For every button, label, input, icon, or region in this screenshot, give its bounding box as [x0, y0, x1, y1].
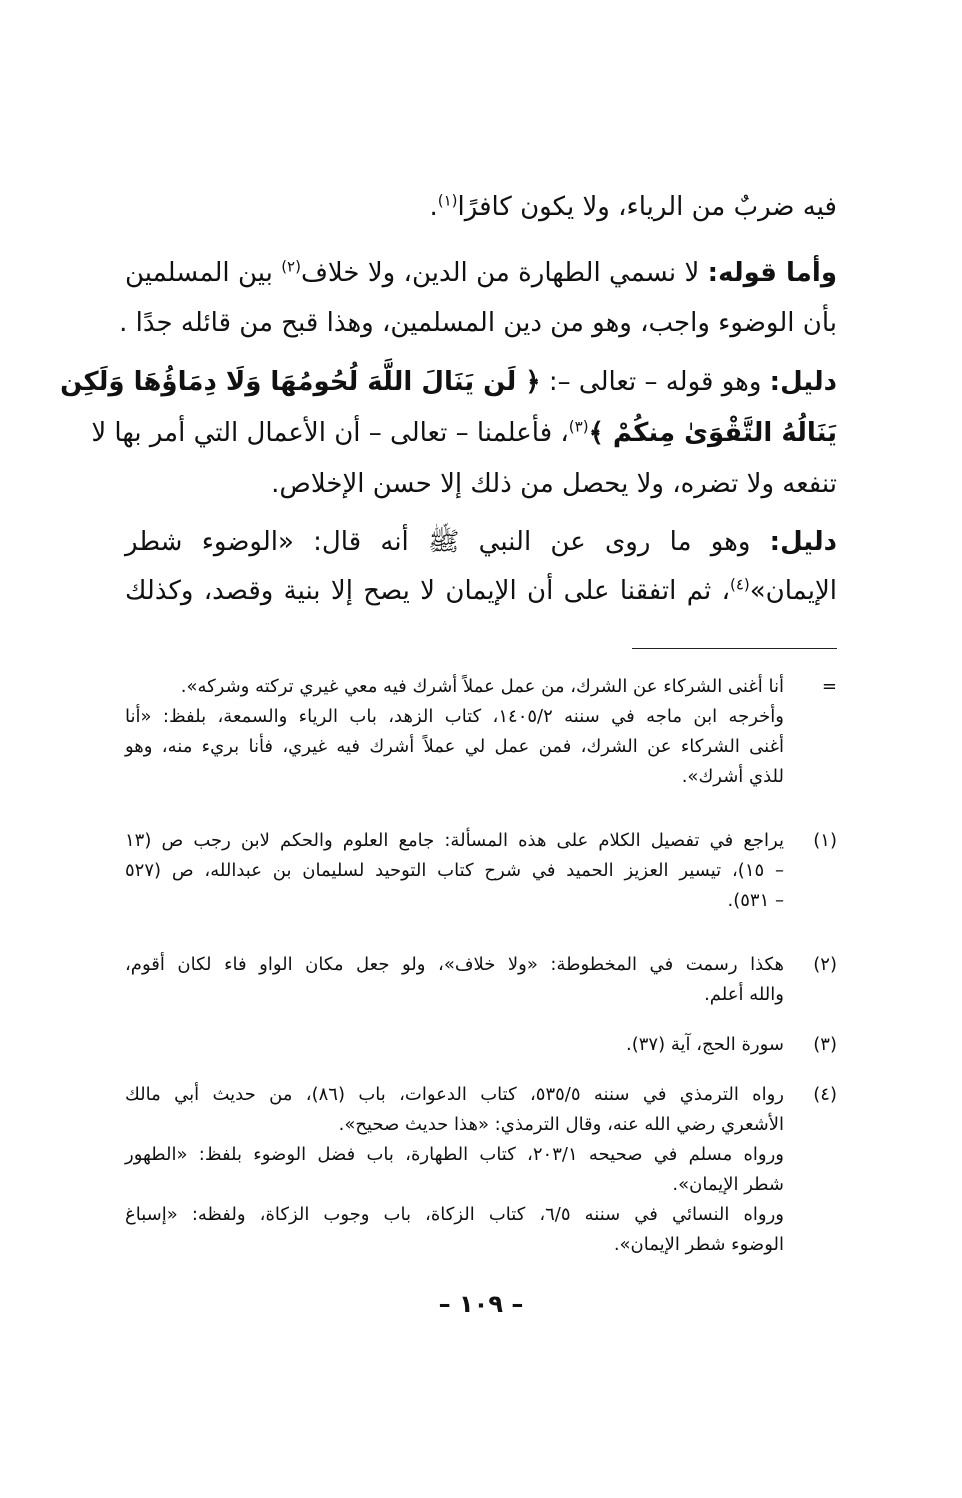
main-text-line: الإيمان»$^{(٤)}$، ثم اتفقنا على أن الإيمان لا يصح إلا بنية وقصد، وكذلك [125, 575, 837, 606]
footnote-line: ورواه مسلم في صحيحه ٢٠٣/١، كتاب الطهارة، باب فضل الوضوء بلفظ: «الطهور [125, 1144, 784, 1165]
main-text-line: دليل: وهو قوله – تعالى –: ﴿ لَن يَنَالَ اللَّهَ لُحُومُهَا وَلَا دِمَاؤُهَا وَلَكِن [60, 367, 837, 397]
footnote-number: (٢) [813, 954, 837, 975]
main-text-line: وأما قوله: لا نسمي الطهارة من الدين، ولا خلاف$^{(٢)}$ بين المسلمين [125, 257, 837, 288]
footnote-line: – ٥٣١). [727, 890, 784, 911]
footnote-number: (٣) [813, 1034, 837, 1055]
main-text-line: تنفعه ولا تضره، ولا يحصل من ذلك إلا حسن الإخلاص. [271, 469, 837, 499]
footnote-line: الوضوء شطر الإيمان». [613, 1234, 784, 1255]
footnote-line: أنا أغنى الشركاء عن الشرك، من عمل عملاً أشرك فيه معي غيري تركته وشركه». [180, 676, 784, 697]
footnote-number: (٤) [813, 1084, 837, 1105]
paragraph-lead: دليل: [769, 527, 837, 557]
footnote-line: يراجع في تفصيل الكلام على هذه المسألة: جامع العلوم والحكم لابن رجب ص (١٣ [125, 830, 784, 851]
footnote-line: الأشعري رضي الله عنه، وقال الترمذي: «هذا حديث صحيح». [338, 1114, 784, 1135]
footnote-number: = [821, 676, 837, 697]
paragraph-lead: دليل: [769, 367, 837, 397]
footnote-line: وأخرجه ابن ماجه في سننه ١٤٠٥/٢، كتاب الزهد، باب الرياء والسمعة، بلفظ: «أنا [125, 706, 784, 727]
footnote-line: شطر الإيمان». [672, 1174, 784, 1195]
footnote-ref: (٤) [729, 575, 750, 594]
footnote-line: رواه الترمذي في سننه ٥٣٥/٥، كتاب الدعوات، باب (٨٦)، من حديث أبي مالك [125, 1084, 784, 1105]
quran-verse: يَنَالُهُ التَّقْوَىٰ مِنكُمْ ﴾ [588, 418, 837, 448]
footnote-ref: (١) [437, 191, 458, 210]
quran-verse: ﴿ لَن يَنَالَ اللَّهَ لُحُومُهَا وَلَا دِمَاؤُهَا وَلَكِن [60, 367, 541, 397]
footnote-number: (١) [813, 830, 837, 851]
footnote-line: للذي أشرك». [681, 766, 784, 787]
footnote-line: أغنى الشركاء عن الشرك، فمن عمل لي عملاً أشرك فيه غيري، فأنا بريء منه، وهو [125, 736, 784, 757]
main-text-line: يَنَالُهُ التَّقْوَىٰ مِنكُمْ ﴾$^{(٣)}$، فأعلمنا – تعالى – أن الأعمال التي أمر بها لا [91, 417, 837, 448]
footnote-line: ورواه النسائي في سننه ٦/٥، كتاب الزكاة، باب وجوب الزكاة، ولفظه: «إسباغ [125, 1204, 784, 1225]
footnote-ref: (٣) [568, 417, 589, 436]
footnote-ref: (٢) [281, 257, 301, 276]
main-text-line: بأن الوضوء واجب، وهو من دين المسلمين، وهذا قبح من قائله جدًا . [119, 308, 837, 338]
main-text-line: دليل: وهو ما روى عن النبي ﷺ أنه قال: «الوضوء شطر [125, 527, 837, 557]
page-number: – ١٠٩ – [438, 1290, 524, 1318]
footnote-line: – ١٥)، تيسير العزيز الحميد في شرح كتاب التوحيد لسليمان بن عبدالله، ص (٥٢٧ [125, 860, 784, 881]
footnote-line: هكذا رسمت في المخطوطة: «ولا خلاف»، ولو جعل مكان الواو فاء لكان أقوم، [125, 954, 784, 975]
paragraph-lead: وأما قوله: [707, 258, 837, 288]
footnote-line: سورة الحج، آية (٣٧). [626, 1034, 784, 1055]
footnote-line: والله أعلم. [704, 984, 784, 1005]
main-text-line: فيه ضربٌ من الرياء، ولا يكون كافرًا$^{(١)}$. [429, 191, 837, 222]
footnote-separator [632, 648, 837, 649]
